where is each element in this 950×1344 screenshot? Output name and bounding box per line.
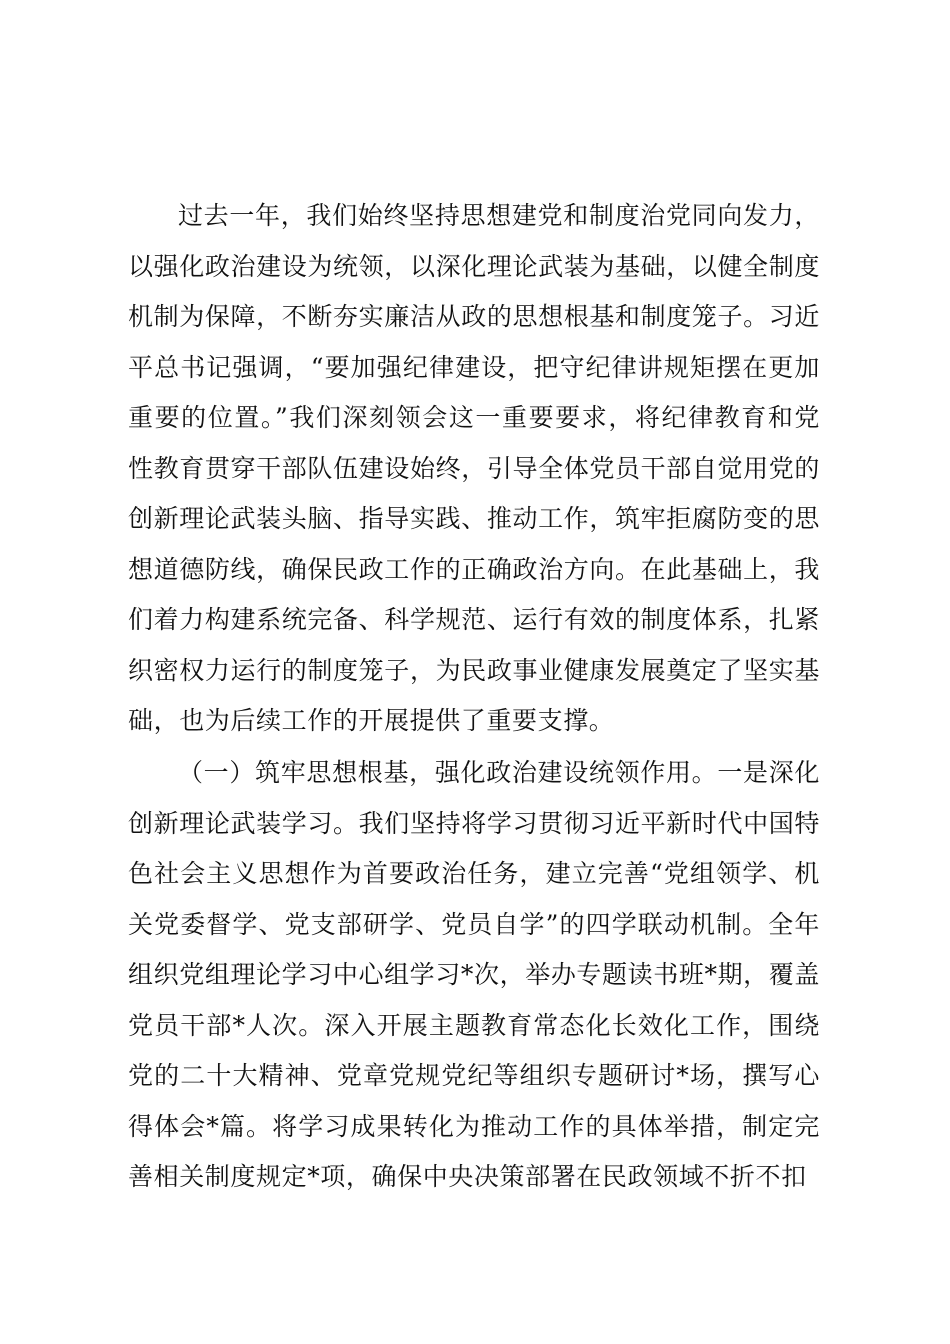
paragraph-section-one: （一）筑牢思想根基，强化政治建设统领作用。一是深化创新理论武装学习。我们坚持将学习贯彻习近平新时代中国特色社会主义思想作为首要政治任务，建立完善“党组领学、机关党委督学、党支部研学、党员自学”的四学联动机制。全年组织党组理论学习中心组学习*次，举办专题读书班*期，覆盖党员干部*人次。深入开展主题教育常态化长效化工作，围绕党的二十大精神、党章党规党纪等组织专题研讨*场，撰写心得体会*篇。将学习成果转化为推动工作的具体举措，制定完善相关制度规定*项，确保中央决策部署在民政领域不折不扣 (128, 758, 820, 1191)
paragraph-intro: 过去一年，我们始终坚持思想建党和制度治党同向发力，以强化政治建设为统领，以深化理论武装为基础，以健全制度机制为保障，不断夯实廉洁从政的思想根基和制度笼子。习近平总书记强调，“要加强纪律建设，把守纪律讲规矩摆在更加重要的位置。”我们深刻领会这一重要要求，将纪律教育和党性教育贯穿干部队伍建设始终，引导全体党员干部自觉用党的创新理论武装头脑、指导实践、推动工作，筑牢拒腐防变的思想道德防线，确保民政工作的正确政治方向。在此基础上，我们着力构建系统完备、科学规范、运行有效的制度体系，扎紧织密权力运行的制度笼子，为民政事业健康发展奠定了坚实基础，也为后续工作的开展提供了重要支撑。 (128, 201, 820, 735)
